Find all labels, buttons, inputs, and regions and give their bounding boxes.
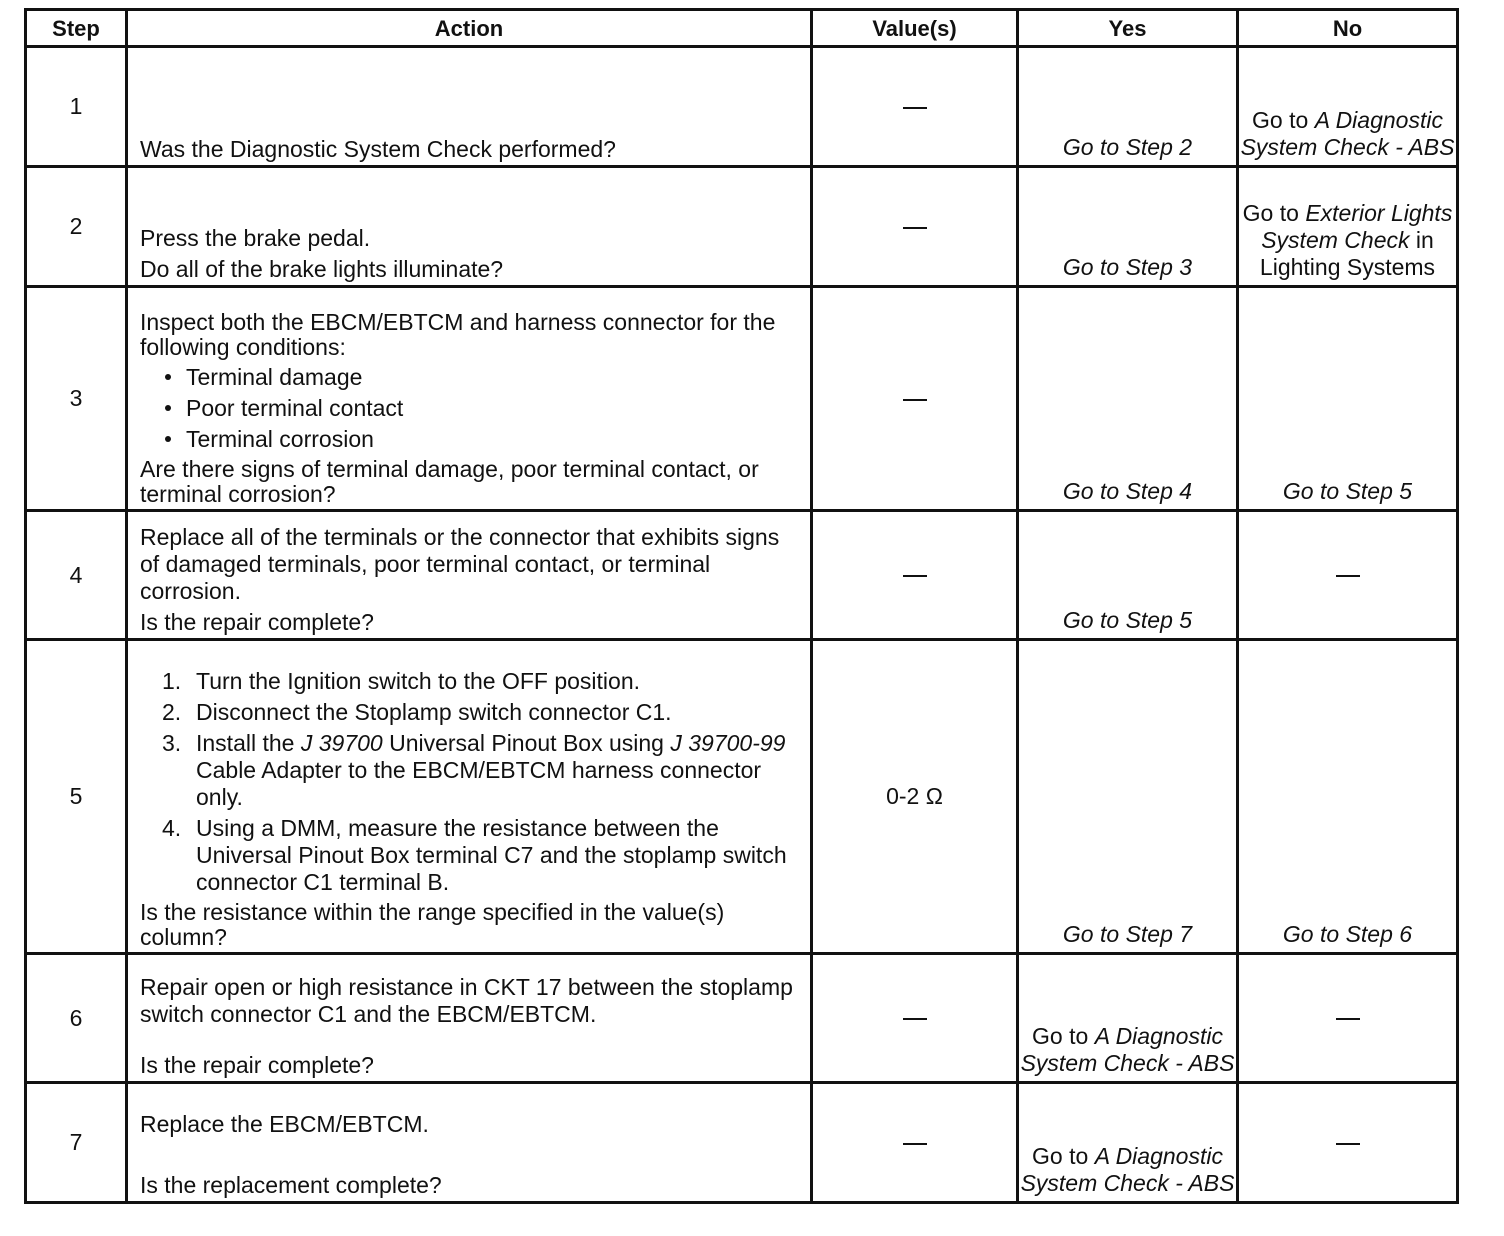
action-text: Press the brake pedal. <box>140 225 371 251</box>
no-cell <box>1238 47 1458 167</box>
table-row <box>26 167 1458 287</box>
action-question: Is the resistance within the range specified in the value(s) column? <box>140 899 725 950</box>
dash-mark <box>903 575 927 577</box>
no-cell <box>1238 1083 1458 1203</box>
yes-cell <box>1018 47 1238 167</box>
numbered-step: 1. Turn the Ignition switch to the OFF position. <box>162 668 641 694</box>
step-number: 2 <box>26 167 127 287</box>
action-text: Repair open or high resistance in CKT 17 between the stoplamp switch connector C1 and the EBCM/EBTCM. <box>140 974 793 1027</box>
yes-link: Go to Step 4 <box>1062 478 1193 504</box>
no-link: A Diagnostic System Check - ABS <box>1240 107 1455 160</box>
action-question: Are there signs of terminal damage, poor terminal contact, or terminal corrosion? <box>140 456 759 507</box>
dash-mark <box>1336 575 1360 577</box>
yes-link: A Diagnostic System Check - ABS <box>1020 1023 1235 1076</box>
dash-mark <box>903 399 927 401</box>
bullet-icon <box>165 374 171 380</box>
no-prefix: Go to <box>1242 200 1306 226</box>
header-no: No <box>1238 10 1458 47</box>
step-number: 6 <box>26 954 127 1083</box>
no-suffix: in Lighting Systems <box>1259 227 1436 280</box>
header-step: Step <box>26 10 127 47</box>
action-text: Replace all of the terminals or the connector that exhibits signs of damaged terminals, poor terminal contact, or terminal corrosion. <box>140 524 780 604</box>
tool-ref: J 39700-99 <box>670 730 786 756</box>
dash-mark <box>903 107 927 109</box>
action-cell <box>127 511 812 640</box>
step-number: 7 <box>26 1083 127 1203</box>
yes-cell <box>1018 511 1238 640</box>
bullet-icon <box>165 405 171 411</box>
action-question: Is the repair complete? <box>140 609 374 635</box>
yes-link: A Diagnostic System Check - ABS <box>1020 1143 1235 1196</box>
dash-mark <box>903 1018 927 1020</box>
diagnostic-table <box>24 8 1459 1204</box>
value-cell: 0-2 Ω <box>812 640 1018 954</box>
numbered-step: 2. Disconnect the Stoplamp switch connector C1. <box>162 699 672 725</box>
yes-link: Go to Step 2 <box>1062 134 1193 160</box>
numbered-step: 4. Using a DMM, measure the resistance between the Universal Pinout Box terminal C7 and the stoplamp switch connector C1 terminal B. <box>162 815 787 895</box>
no-link: Go to Step 5 <box>1282 478 1413 504</box>
step-number: 3 <box>26 287 127 511</box>
table-row <box>26 1083 1458 1203</box>
bullet-item: Terminal damage <box>140 362 800 393</box>
bullet-item: Poor terminal contact <box>140 393 800 424</box>
table-row <box>26 640 1458 954</box>
yes-cell <box>1018 287 1238 511</box>
no-link: Exterior Lights System Check <box>1261 200 1453 253</box>
action-text: Replace the EBCM/EBTCM. <box>140 1111 429 1137</box>
dash-mark <box>1336 1018 1360 1020</box>
no-cell <box>1238 954 1458 1083</box>
no-cell <box>1238 511 1458 640</box>
action-cell <box>127 287 812 511</box>
header-action: Action <box>127 10 812 47</box>
yes-cell <box>1018 167 1238 287</box>
value-cell <box>812 954 1018 1083</box>
yes-cell <box>1018 954 1238 1083</box>
table-row <box>26 287 1458 511</box>
bullet-item: Terminal corrosion <box>140 424 800 455</box>
numbered-step: 3. Install the J 39700 Universal Pinout Box using J 39700-99 Cable Adapter to the EBCM/EBTCM harness connector only. <box>162 730 786 810</box>
value-cell <box>812 47 1018 167</box>
table-row <box>26 511 1458 640</box>
action-text: Was the Diagnostic System Check performed? <box>140 136 616 162</box>
yes-prefix: Go to <box>1032 1143 1095 1169</box>
no-cell <box>1238 167 1458 287</box>
tool-ref: J 39700 <box>300 730 383 756</box>
action-question: Is the replacement complete? <box>140 1172 442 1198</box>
step-number: 4 <box>26 511 127 640</box>
header-row <box>26 10 1458 47</box>
no-prefix: Go to <box>1252 107 1315 133</box>
action-question: Is the repair complete? <box>140 1052 374 1078</box>
no-link: Go to Step 6 <box>1282 921 1413 947</box>
yes-link: Go to Step 7 <box>1062 921 1193 947</box>
action-cell <box>127 47 812 167</box>
value-cell <box>812 167 1018 287</box>
action-cell <box>127 1083 812 1203</box>
yes-cell <box>1018 640 1238 954</box>
value-cell <box>812 511 1018 640</box>
header-value: Value(s) <box>812 10 1018 47</box>
no-cell <box>1238 287 1458 511</box>
yes-prefix: Go to <box>1032 1023 1095 1049</box>
no-cell <box>1238 640 1458 954</box>
action-text: Inspect both the EBCM/EBTCM and harness connector for the following conditions: <box>140 309 776 360</box>
action-cell <box>127 640 812 954</box>
yes-link: Go to Step 3 <box>1062 254 1193 280</box>
table-row <box>26 954 1458 1083</box>
dash-mark <box>1336 1143 1360 1145</box>
step-number: 5 <box>26 640 127 954</box>
yes-link: Go to Step 5 <box>1062 607 1193 633</box>
action-question: Do all of the brake lights illuminate? <box>140 256 504 282</box>
value-cell <box>812 1083 1018 1203</box>
yes-cell <box>1018 1083 1238 1203</box>
action-cell <box>127 954 812 1083</box>
bullet-icon <box>165 436 171 442</box>
table-row <box>26 47 1458 167</box>
value-cell <box>812 287 1018 511</box>
dash-mark <box>903 227 927 229</box>
action-cell <box>127 167 812 287</box>
header-yes: Yes <box>1018 10 1238 47</box>
dash-mark <box>903 1143 927 1145</box>
step-number: 1 <box>26 47 127 167</box>
